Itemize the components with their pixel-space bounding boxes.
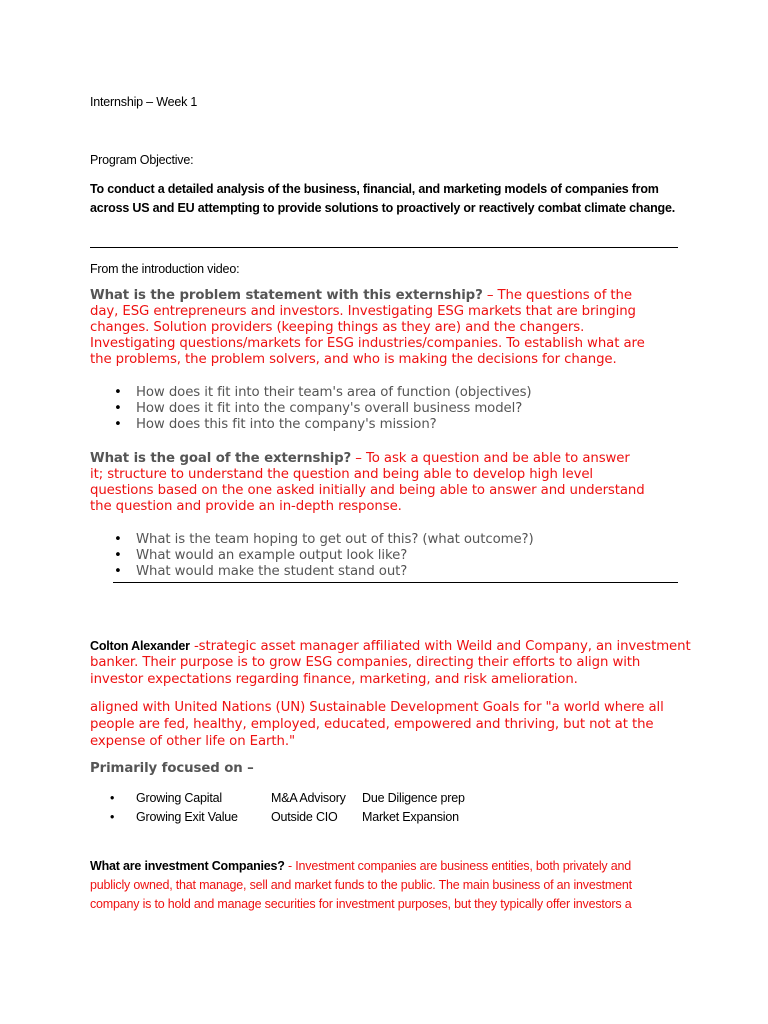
list-item: • How does this fit into the company's mission? bbox=[136, 417, 532, 433]
goal-question: What is the goal of the externship? bbox=[90, 451, 352, 466]
section-divider-2 bbox=[113, 582, 678, 583]
sdg-line-1: aligned with United Nations (UN) Sustainable Development Goals for "a world where all bbox=[90, 700, 664, 715]
goal-dash: – bbox=[351, 451, 366, 466]
problem-answer-4: Investigating questions/markets for ESG industries/companies. To establish what are bbox=[90, 336, 645, 351]
problem-answer-3: changes. Solution providers (keeping things as they are) and the changers. bbox=[90, 320, 585, 335]
bullet-icon: • bbox=[110, 810, 115, 824]
focus-heading: Primarily focused on – bbox=[90, 761, 254, 776]
problem-question: What is the problem statement with this externship? bbox=[90, 288, 483, 303]
problem-dash: – bbox=[482, 288, 498, 303]
focus-item: Growing Capital bbox=[136, 791, 222, 805]
colton-desc-3: investor expectations regarding finance, marketing, and risk amelioration. bbox=[90, 672, 578, 687]
investment-dash: - bbox=[284, 859, 296, 873]
colton-line-1 bbox=[90, 638, 691, 655]
objective-line-2: across US and EU attempting to provide solutions to proactively or reactively combat climate change. bbox=[90, 201, 676, 215]
list-item: • How does it fit into the company's overall business model? bbox=[136, 401, 532, 417]
investment-answer-3: company is to hold and manage securities for investment purposes, but they typically offer investors a bbox=[90, 897, 632, 911]
objective-label: Program Objective: bbox=[90, 153, 194, 167]
problem-answer-5: the problems, the problem solvers, and who is making the decisions for change. bbox=[90, 352, 617, 367]
bullet-icon: • bbox=[110, 791, 115, 805]
focus-item: Market Expansion bbox=[362, 810, 459, 824]
goal-answer-3: questions based on the one asked initially and being able to answer and understand bbox=[90, 483, 645, 498]
focus-item: Due Diligence prep bbox=[362, 791, 465, 805]
investment-line-1 bbox=[90, 857, 631, 875]
investment-question: What are investment Companies? bbox=[90, 859, 285, 873]
investment-answer-1: Investment companies are business entities, both privately and bbox=[295, 859, 631, 873]
colton-name: Colton Alexander bbox=[90, 639, 190, 653]
goal-answer-1: To ask a question and be able to answer bbox=[365, 451, 630, 466]
objective-line-1: To conduct a detailed analysis of the business, financial, and marketing models of companies from bbox=[90, 182, 659, 196]
list-item: • What is the team hoping to get out of this? (what outcome?) bbox=[136, 532, 534, 548]
goal-answer-4: the question and provide an in-depth response. bbox=[90, 499, 402, 514]
focus-item: M&A Advisory bbox=[271, 791, 346, 805]
problem-statement-line-1 bbox=[90, 288, 632, 304]
list-item: • How does it fit into their team's area of function (objectives) bbox=[136, 385, 532, 401]
document-title: Internship – Week 1 bbox=[90, 95, 198, 109]
goal-bullet-list bbox=[136, 532, 534, 580]
section-divider bbox=[90, 247, 678, 248]
list-item: • What would make the student stand out? bbox=[136, 564, 534, 580]
sdg-line-2: people are fed, healthy, employed, educated, empowered and thriving, but not at the bbox=[90, 717, 654, 732]
colton-dash: - bbox=[189, 639, 199, 654]
goal-line-1 bbox=[90, 451, 630, 467]
sdg-line-3: expense of other life on Earth." bbox=[90, 734, 295, 749]
problem-bullet-list bbox=[136, 385, 532, 433]
focus-item: Growing Exit Value bbox=[136, 810, 238, 824]
focus-item: Outside CIO bbox=[271, 810, 338, 824]
investment-answer-2: publicly owned, that manage, sell and market funds to the public. The main business of an investment bbox=[90, 878, 632, 892]
colton-desc-1: strategic asset manager affiliated with Weild and Company, an investment bbox=[198, 639, 691, 654]
problem-answer-1: The questions of the bbox=[497, 288, 632, 303]
goal-answer-2: it; structure to understand the question and being able to develop high level bbox=[90, 467, 594, 482]
problem-answer-2: day, ESG entrepreneurs and investors. Investigating ESG markets that are bringing bbox=[90, 304, 636, 319]
list-item: • What would an example output look like? bbox=[136, 548, 534, 564]
intro-label: From the introduction video: bbox=[90, 262, 240, 276]
colton-desc-2: banker. Their purpose is to grow ESG companies, directing their efforts to align with bbox=[90, 655, 641, 670]
